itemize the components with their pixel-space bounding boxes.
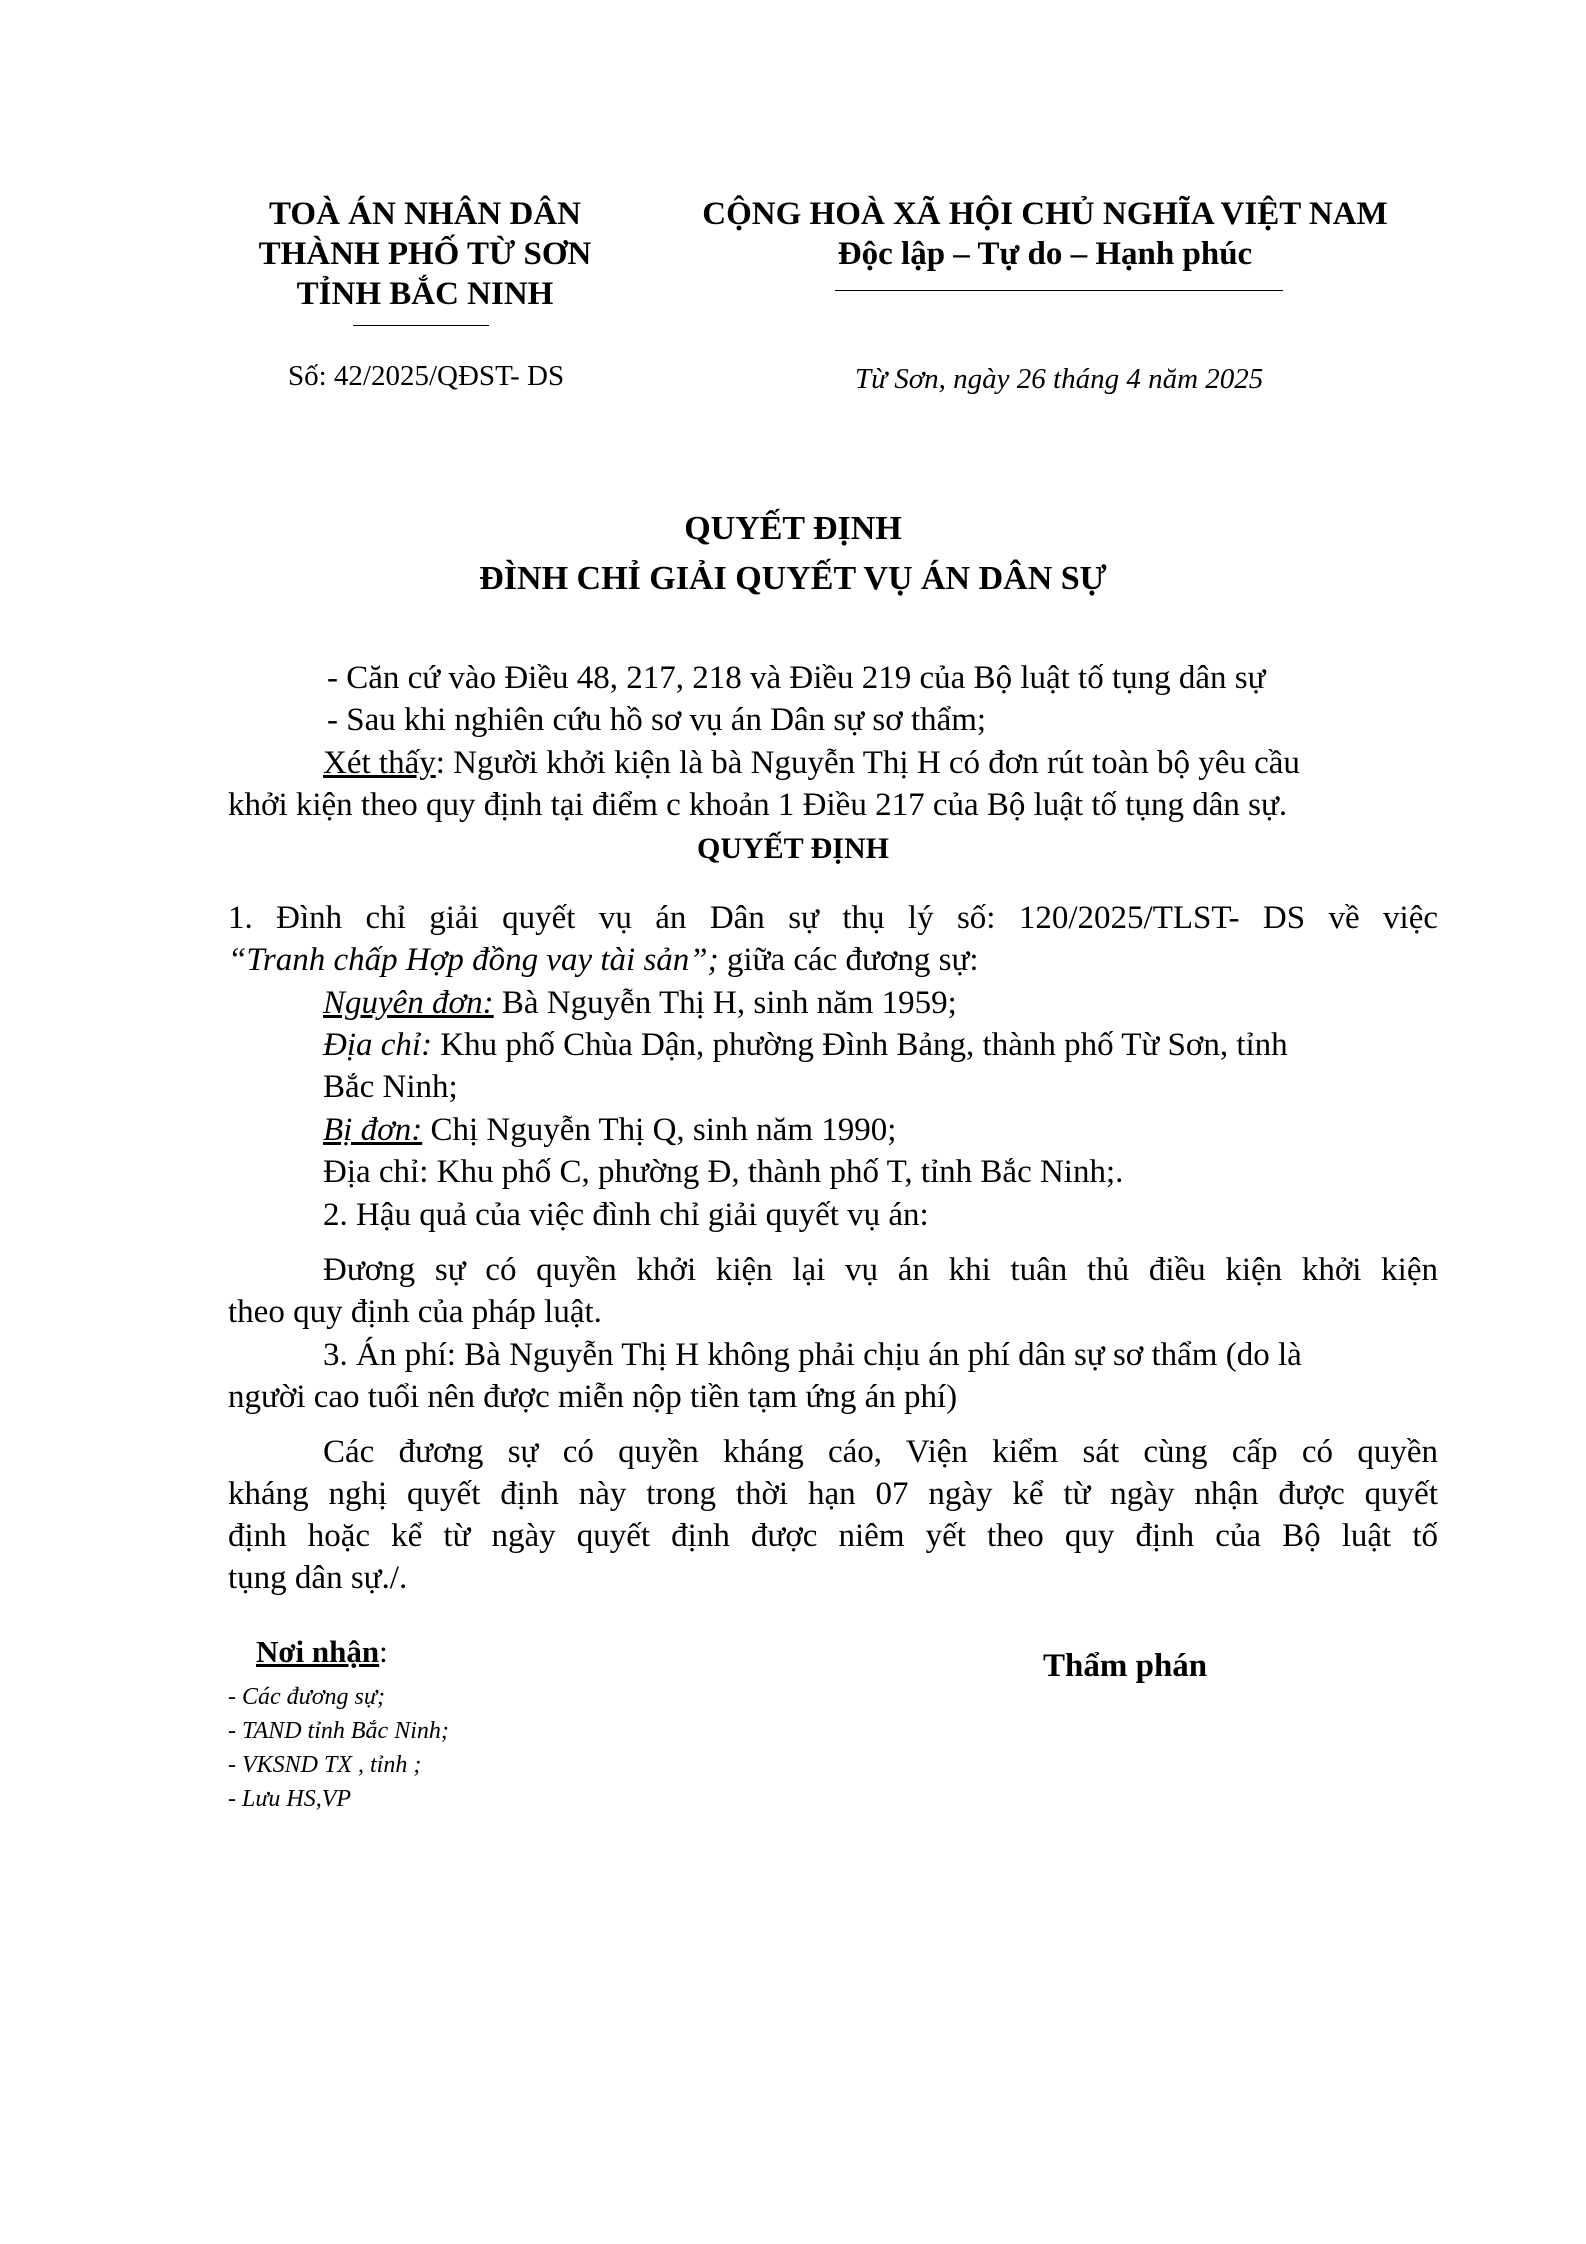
consider-label: Xét thấy [323, 745, 436, 781]
case-name: “Tranh chấp Hợp đồng vay tài sản”; [228, 942, 719, 978]
plaintiff-value: Bà Nguyễn Thị H, sinh năm 1959; [493, 985, 957, 1021]
item1-line-2 [228, 940, 979, 982]
motto-underline [835, 290, 1283, 291]
consider-line-1 [323, 743, 1300, 785]
court-line-1: TOÀ ÁN NHÂN DÂN [269, 196, 581, 232]
court-line-3: TỈNH BẮC NINH [296, 276, 554, 312]
recipient-item: - Lưu HS,VP [228, 1786, 352, 1812]
recipient-item: - Các đương sự; [228, 1684, 385, 1710]
plaintiff-address-line [323, 1025, 1288, 1067]
plaintiff-address-line-2: Bắc Ninh; [323, 1069, 458, 1105]
plaintiff-label: Nguyên đơn: [323, 985, 494, 1021]
appeal-1: Các đương sự có quyền kháng cáo, Viện kiểm sát cùng cấp có quyền [323, 1434, 1438, 1470]
recipients-title-colon: : [379, 1634, 388, 1669]
national-motto [665, 194, 1425, 274]
defendant-line [323, 1110, 896, 1152]
item1-line-1: 1. Đình chỉ giải quyết vụ án Dân sự thụ lý số: 120/2025/TLST- DS về việc [228, 900, 1438, 936]
appeal-4: tụng dân sự./. [228, 1560, 408, 1596]
plaintiff-address-value-1: Khu phố Chùa Dận, phường Đình Bảng, thành phố Từ Sơn, tỉnh [432, 1027, 1288, 1063]
plaintiff-address-label: Địa chỉ: [323, 1027, 433, 1063]
court-name [240, 194, 610, 314]
item1-rest: giữa các đương sự: [718, 942, 979, 978]
court-line-2: THÀNH PHỐ TỪ SƠN [258, 236, 592, 272]
nation-name: CỘNG HOÀ XÃ HỘI CHỦ NGHĨA VIỆT NAM [702, 196, 1388, 232]
appeal-3: định hoặc kể từ ngày quyết định được niêm yết theo quy định của Bộ luật tố [228, 1518, 1438, 1554]
recipient-item: - VKSND TX , tỉnh ; [228, 1752, 422, 1778]
recipients-title [256, 1634, 388, 1670]
appeal-2: kháng nghị quyết định này trong thời hạn 07 ngày kể từ ngày nhận được quyết [228, 1476, 1438, 1512]
basis-1: - Căn cứ vào Điều 48, 217, 218 và Điều 219 của Bộ luật tố tụng dân sự [327, 660, 1266, 696]
basis-2: - Sau khi nghiên cứu hồ sơ vụ án Dân sự sơ thẩm; [327, 702, 987, 738]
defendant-label: Bị đơn: [323, 1112, 423, 1148]
decision-number: Số: 42/2025/QĐST- DS [288, 360, 565, 392]
item2-text-1: Đương sự có quyền khởi kiện lại vụ án khi tuân thủ điều kiện khởi kiện [323, 1252, 1438, 1288]
defendant-value: Chị Nguyễn Thị Q, sinh năm 1990; [422, 1112, 897, 1148]
item2-title: 2. Hậu quả của việc đình chỉ giải quyết vụ án: [323, 1197, 929, 1233]
recipient-item: - TAND tỉnh Bắc Ninh; [228, 1718, 449, 1744]
place-date: Từ Sơn, ngày 26 tháng 4 năm 2025 [855, 363, 1264, 395]
nation-motto: Độc lập – Tự do – Hạnh phúc [837, 236, 1253, 272]
item2-text-2: theo quy định của pháp luật. [228, 1294, 602, 1330]
plaintiff-line [323, 983, 957, 1025]
consider-text-1: : Người khởi kiện là bà Nguyễn Thị H có đơn rút toàn bộ yêu cầu [435, 745, 1300, 781]
doc-subtitle: ĐÌNH CHỈ GIẢI QUYẾT VỤ ÁN DÂN SỰ [479, 560, 1107, 597]
court-underline [353, 325, 489, 326]
item3-text-2: người cao tuổi nên được miễn nộp tiền tạm ứng án phí) [228, 1379, 958, 1415]
signature-role: Thẩm phán [1043, 1648, 1208, 1684]
item3-text-1: 3. Án phí: Bà Nguyễn Thị H không phải chịu án phí dân sự sơ thẩm (do là [323, 1337, 1302, 1373]
decision-heading: QUYẾT ĐỊNH [697, 832, 889, 865]
doc-title: QUYẾT ĐỊNH [684, 510, 902, 547]
defendant-address: Địa chỉ: Khu phố C, phường Đ, thành phố T, tỉnh Bắc Ninh;. [323, 1154, 1124, 1190]
recipients-title-text: Nơi nhận [256, 1634, 380, 1669]
consider-line-2: khởi kiện theo quy định tại điểm c khoản 1 Điều 217 của Bộ luật tố tụng dân sự. [228, 787, 1288, 823]
